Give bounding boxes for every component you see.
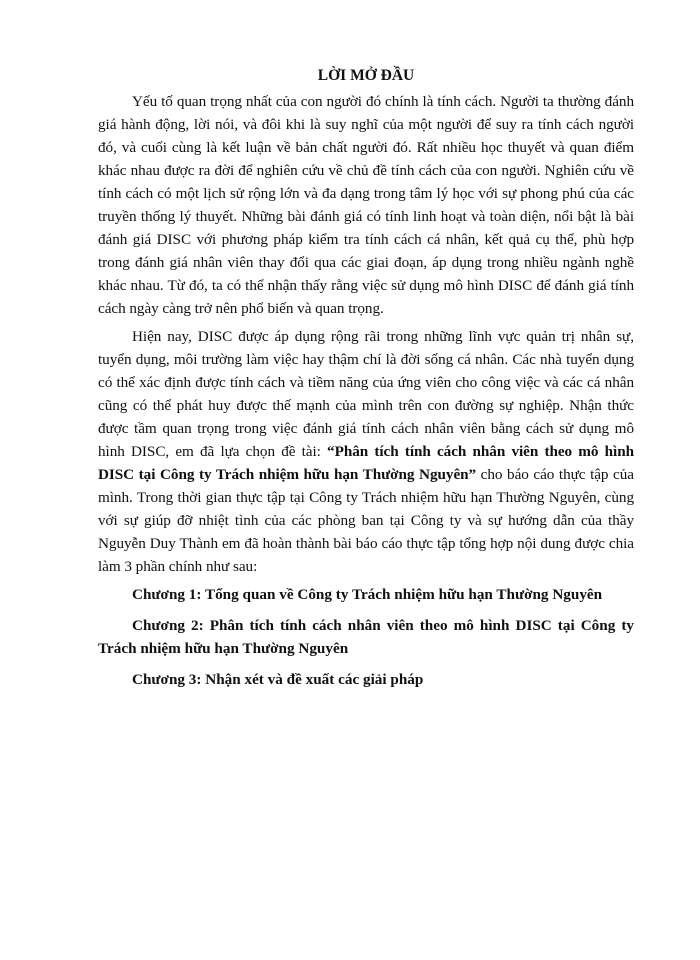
paragraph-text: cho báo cáo thực tập của mình. Trong thời gian thực tập tại Công ty Trách nhiệm hữu hạn Thường Nguyên, cùng với sự giúp đỡ nhiệt tình của các phòng ban tại Công ty và sự hướng dẫn của thầy Nguyễn Duy Thành em đã hoàn thành bài báo cáo thực tập tổng hợp nội dung được chia làm 3 phần chính như sau:	[98, 466, 634, 575]
paragraph-text: Hiện nay, DISC được áp dụng rộng rãi trong những lĩnh vực quản trị nhân sự, tuyển dụng, môi trường làm việc hay thậm chí là đời sống cá nhân. Các nhà tuyển dụng có thể xác định được tính cách và tiềm năng của ứng viên cho công việc và các cá nhân cũng có thể phát huy được thế mạnh của mình trên con đường sự nghiệp. Nhận thức được tầm quan trọng trong việc đánh giá tính cách nhân viên bằng cách sử dụng mô hình DISC, em đã lựa chọn đề tài:	[98, 328, 634, 460]
chapter-2: Chương 2: Phân tích tính cách nhân viên theo mô hình DISC tại Công ty Trách nhiệm hữu hạn Thường Nguyên	[98, 617, 634, 657]
chapter-3: Chương 3: Nhận xét và đề xuất các giải pháp	[132, 671, 424, 688]
chapter-list	[98, 583, 634, 691]
paragraph-text: Yếu tố quan trọng nhất của con người đó chính là tính cách. Người ta thường đánh giá hành động, lời nói, và đôi khi là suy nghĩ của một người để suy ra tính cách người đó, và cuối cùng là kết luận về bản chất người đó. Rất nhiều học thuyết và quan điểm khác nhau được ra đời để nghiên cứu về chủ đề tính cách của con người. Nghiên cứu về tính cách có một lịch sử rộng lớn và đa dạng trong tâm lý học với sự phong phú của các truyền thống lý thuyết. Những bài đánh giá có tính linh hoạt và toàn diện, nổi bật là bài đánh giá DISC với phương pháp kiểm tra tính cách cá nhân, kết quả cụ thể, phù hợp trong đánh giá nhân viên thay đổi qua các giai đoạn, áp dụng trong nhiều ngành nghề khác nhau. Từ đó, ta có thể nhận thấy rằng việc sử dụng mô hình DISC để đánh giá tính cách ngày càng trở nên phổ biến và quan trọng.	[98, 93, 634, 317]
paragraph-intro	[98, 90, 634, 320]
chapter-1: Chương 1: Tổng quan về Công ty Trách nhiệm hữu hạn Thường Nguyên	[132, 586, 603, 603]
page-title: LỜI MỞ ĐẦU	[317, 67, 415, 84]
document-page	[98, 64, 634, 699]
thesis-title: “Phân tích tính cách nhân viên theo mô hình DISC tại Công ty Trách nhiệm hữu hạn Thường Nguyên”	[98, 443, 634, 483]
paragraph-topic	[98, 325, 634, 578]
